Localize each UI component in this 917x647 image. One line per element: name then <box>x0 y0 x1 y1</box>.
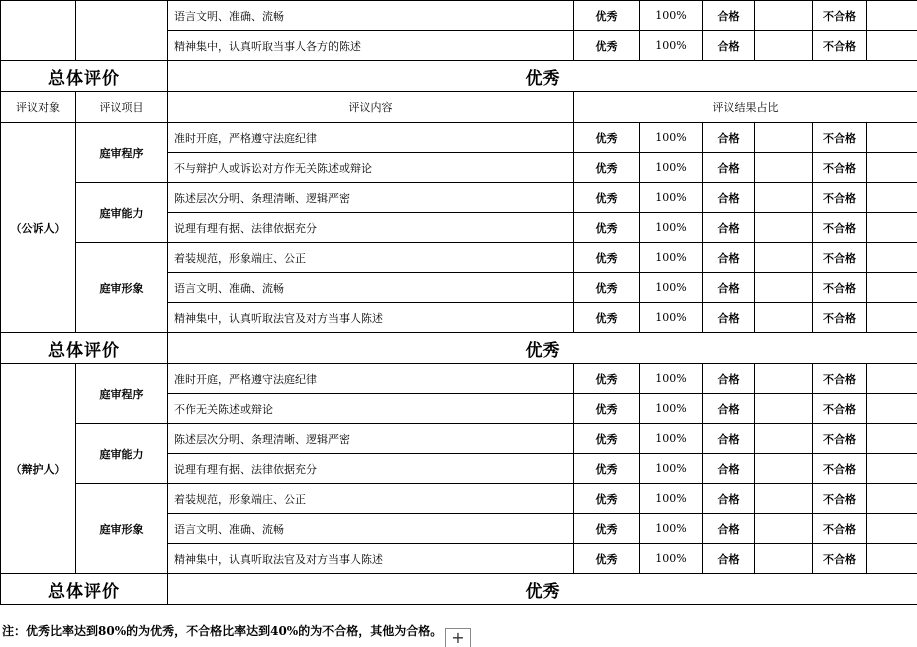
evaluation-content: 陈述层次分明、条理清晰、逻辑严密 <box>168 424 574 454</box>
evaluation-content: 说理有理有据、法律依据充分 <box>168 213 574 243</box>
result-blank <box>755 544 813 574</box>
result-fail: 不合格 <box>813 544 867 574</box>
header-item: 评议项目 <box>76 92 168 123</box>
result-excellent: 优秀 <box>574 273 640 303</box>
table-row <box>1 123 917 153</box>
result-blank <box>867 544 917 574</box>
table-row <box>1 243 917 273</box>
result-percentage: 100% <box>640 31 703 61</box>
result-blank <box>755 394 813 424</box>
evaluation-item: 庭审程序 <box>76 364 168 424</box>
result-excellent: 优秀 <box>574 484 640 514</box>
result-pass: 合格 <box>703 544 755 574</box>
summary-label: 总体评价 <box>1 61 168 92</box>
result-percentage: 100% <box>640 424 703 454</box>
result-pass: 合格 <box>703 303 755 333</box>
evaluation-content: 精神集中，认真听取法官及对方当事人陈述 <box>168 544 574 574</box>
result-blank <box>867 394 917 424</box>
result-excellent: 优秀 <box>574 544 640 574</box>
result-percentage: 100% <box>640 544 703 574</box>
result-excellent: 优秀 <box>574 213 640 243</box>
evaluation-object <box>1 1 76 61</box>
table-row <box>1 424 917 454</box>
header-row <box>1 92 917 123</box>
result-fail: 不合格 <box>813 514 867 544</box>
result-blank <box>867 273 917 303</box>
evaluation-item: 庭审程序 <box>76 123 168 183</box>
result-pass: 合格 <box>703 484 755 514</box>
result-excellent: 优秀 <box>574 394 640 424</box>
result-pass: 合格 <box>703 31 755 61</box>
evaluation-content: 语言文明、准确、流畅 <box>168 514 574 544</box>
result-fail: 不合格 <box>813 364 867 394</box>
evaluation-item: 庭审能力 <box>76 183 168 243</box>
result-blank <box>755 1 813 31</box>
header-content: 评议内容 <box>168 92 574 123</box>
result-percentage: 100% <box>640 303 703 333</box>
result-blank <box>755 454 813 484</box>
result-excellent: 优秀 <box>574 303 640 333</box>
result-blank <box>755 123 813 153</box>
summary-value: 优秀 <box>168 574 917 605</box>
table-row <box>1 364 917 394</box>
result-pass: 合格 <box>703 394 755 424</box>
result-blank <box>867 183 917 213</box>
evaluation-content: 准时开庭，严格遵守法庭纪律 <box>168 364 574 394</box>
result-percentage: 100% <box>640 484 703 514</box>
result-pass: 合格 <box>703 514 755 544</box>
result-pass: 合格 <box>703 1 755 31</box>
result-percentage: 100% <box>640 394 703 424</box>
summary-label: 总体评价 <box>1 574 168 605</box>
result-percentage: 100% <box>640 1 703 31</box>
result-excellent: 优秀 <box>574 183 640 213</box>
result-fail: 不合格 <box>813 1 867 31</box>
result-blank <box>867 213 917 243</box>
evaluation-item: 庭审能力 <box>76 424 168 484</box>
evaluation-object: （辩护人） <box>1 364 76 574</box>
evaluation-content: 语言文明、准确、流畅 <box>168 273 574 303</box>
evaluation-content: 着装规范，形象端庄、公正 <box>168 484 574 514</box>
result-excellent: 优秀 <box>574 514 640 544</box>
result-blank <box>867 243 917 273</box>
result-blank <box>867 514 917 544</box>
result-blank <box>755 31 813 61</box>
evaluation-content: 精神集中，认真听取当事人各方的陈述 <box>168 31 574 61</box>
result-blank <box>755 153 813 183</box>
result-percentage: 100% <box>640 123 703 153</box>
result-pass: 合格 <box>703 183 755 213</box>
result-percentage: 100% <box>640 454 703 484</box>
result-blank <box>867 454 917 484</box>
summary-row <box>1 333 917 364</box>
evaluation-content: 语言文明、准确、流畅 <box>168 1 574 31</box>
result-fail: 不合格 <box>813 394 867 424</box>
result-blank <box>755 514 813 544</box>
result-excellent: 优秀 <box>574 1 640 31</box>
result-pass: 合格 <box>703 273 755 303</box>
result-blank <box>755 364 813 394</box>
evaluation-item <box>76 1 168 61</box>
result-pass: 合格 <box>703 153 755 183</box>
evaluation-content: 说理有理有据、法律依据充分 <box>168 454 574 484</box>
evaluation-item: 庭审形象 <box>76 243 168 333</box>
result-blank <box>867 1 917 31</box>
table-row <box>1 1 917 31</box>
result-percentage: 100% <box>640 183 703 213</box>
summary-label: 总体评价 <box>1 333 168 364</box>
result-excellent: 优秀 <box>574 364 640 394</box>
result-fail: 不合格 <box>813 153 867 183</box>
result-blank <box>867 31 917 61</box>
result-blank <box>867 153 917 183</box>
result-percentage: 100% <box>640 153 703 183</box>
result-pass: 合格 <box>703 213 755 243</box>
result-pass: 合格 <box>703 243 755 273</box>
result-pass: 合格 <box>703 454 755 484</box>
evaluation-item: 庭审形象 <box>76 484 168 574</box>
result-excellent: 优秀 <box>574 243 640 273</box>
evaluation-object: （公诉人） <box>1 123 76 333</box>
summary-value: 优秀 <box>168 61 917 92</box>
header-result: 评议结果占比 <box>574 92 917 123</box>
result-fail: 不合格 <box>813 31 867 61</box>
result-excellent: 优秀 <box>574 454 640 484</box>
result-blank <box>867 123 917 153</box>
result-blank <box>755 424 813 454</box>
result-fail: 不合格 <box>813 303 867 333</box>
summary-value: 优秀 <box>168 333 917 364</box>
table-row <box>1 484 917 514</box>
result-percentage: 100% <box>640 243 703 273</box>
result-blank <box>867 303 917 333</box>
result-blank <box>755 303 813 333</box>
evaluation-content: 不作无关陈述或辩论 <box>168 394 574 424</box>
add-row-button[interactable]: + <box>445 628 471 647</box>
header-object: 评议对象 <box>1 92 76 123</box>
evaluation-content: 陈述层次分明、条理清晰、逻辑严密 <box>168 183 574 213</box>
result-fail: 不合格 <box>813 484 867 514</box>
table-row <box>1 183 917 213</box>
evaluation-content: 着装规范，形象端庄、公正 <box>168 243 574 273</box>
result-blank <box>867 424 917 454</box>
result-blank <box>755 183 813 213</box>
summary-row <box>1 574 917 605</box>
result-excellent: 优秀 <box>574 424 640 454</box>
result-percentage: 100% <box>640 273 703 303</box>
result-fail: 不合格 <box>813 273 867 303</box>
result-pass: 合格 <box>703 123 755 153</box>
result-excellent: 优秀 <box>574 153 640 183</box>
evaluation-content: 精神集中，认真听取法官及对方当事人陈述 <box>168 303 574 333</box>
result-pass: 合格 <box>703 424 755 454</box>
result-percentage: 100% <box>640 213 703 243</box>
evaluation-content: 不与辩护人或诉讼对方作无关陈述或辩论 <box>168 153 574 183</box>
result-fail: 不合格 <box>813 454 867 484</box>
result-blank <box>867 484 917 514</box>
result-blank <box>755 484 813 514</box>
result-excellent: 优秀 <box>574 123 640 153</box>
result-blank <box>867 364 917 394</box>
summary-row <box>1 61 917 92</box>
result-fail: 不合格 <box>813 183 867 213</box>
result-fail: 不合格 <box>813 123 867 153</box>
result-fail: 不合格 <box>813 213 867 243</box>
result-percentage: 100% <box>640 364 703 394</box>
result-blank <box>755 273 813 303</box>
result-fail: 不合格 <box>813 424 867 454</box>
result-percentage: 100% <box>640 514 703 544</box>
result-pass: 合格 <box>703 364 755 394</box>
result-blank <box>755 243 813 273</box>
evaluation-content: 准时开庭，严格遵守法庭纪律 <box>168 123 574 153</box>
footnote: 注：优秀比率达到80%的为优秀，不合格比率达到40%的为不合格，其他为合格。 <box>2 624 443 638</box>
result-excellent: 优秀 <box>574 31 640 61</box>
result-fail: 不合格 <box>813 243 867 273</box>
result-blank <box>755 213 813 243</box>
